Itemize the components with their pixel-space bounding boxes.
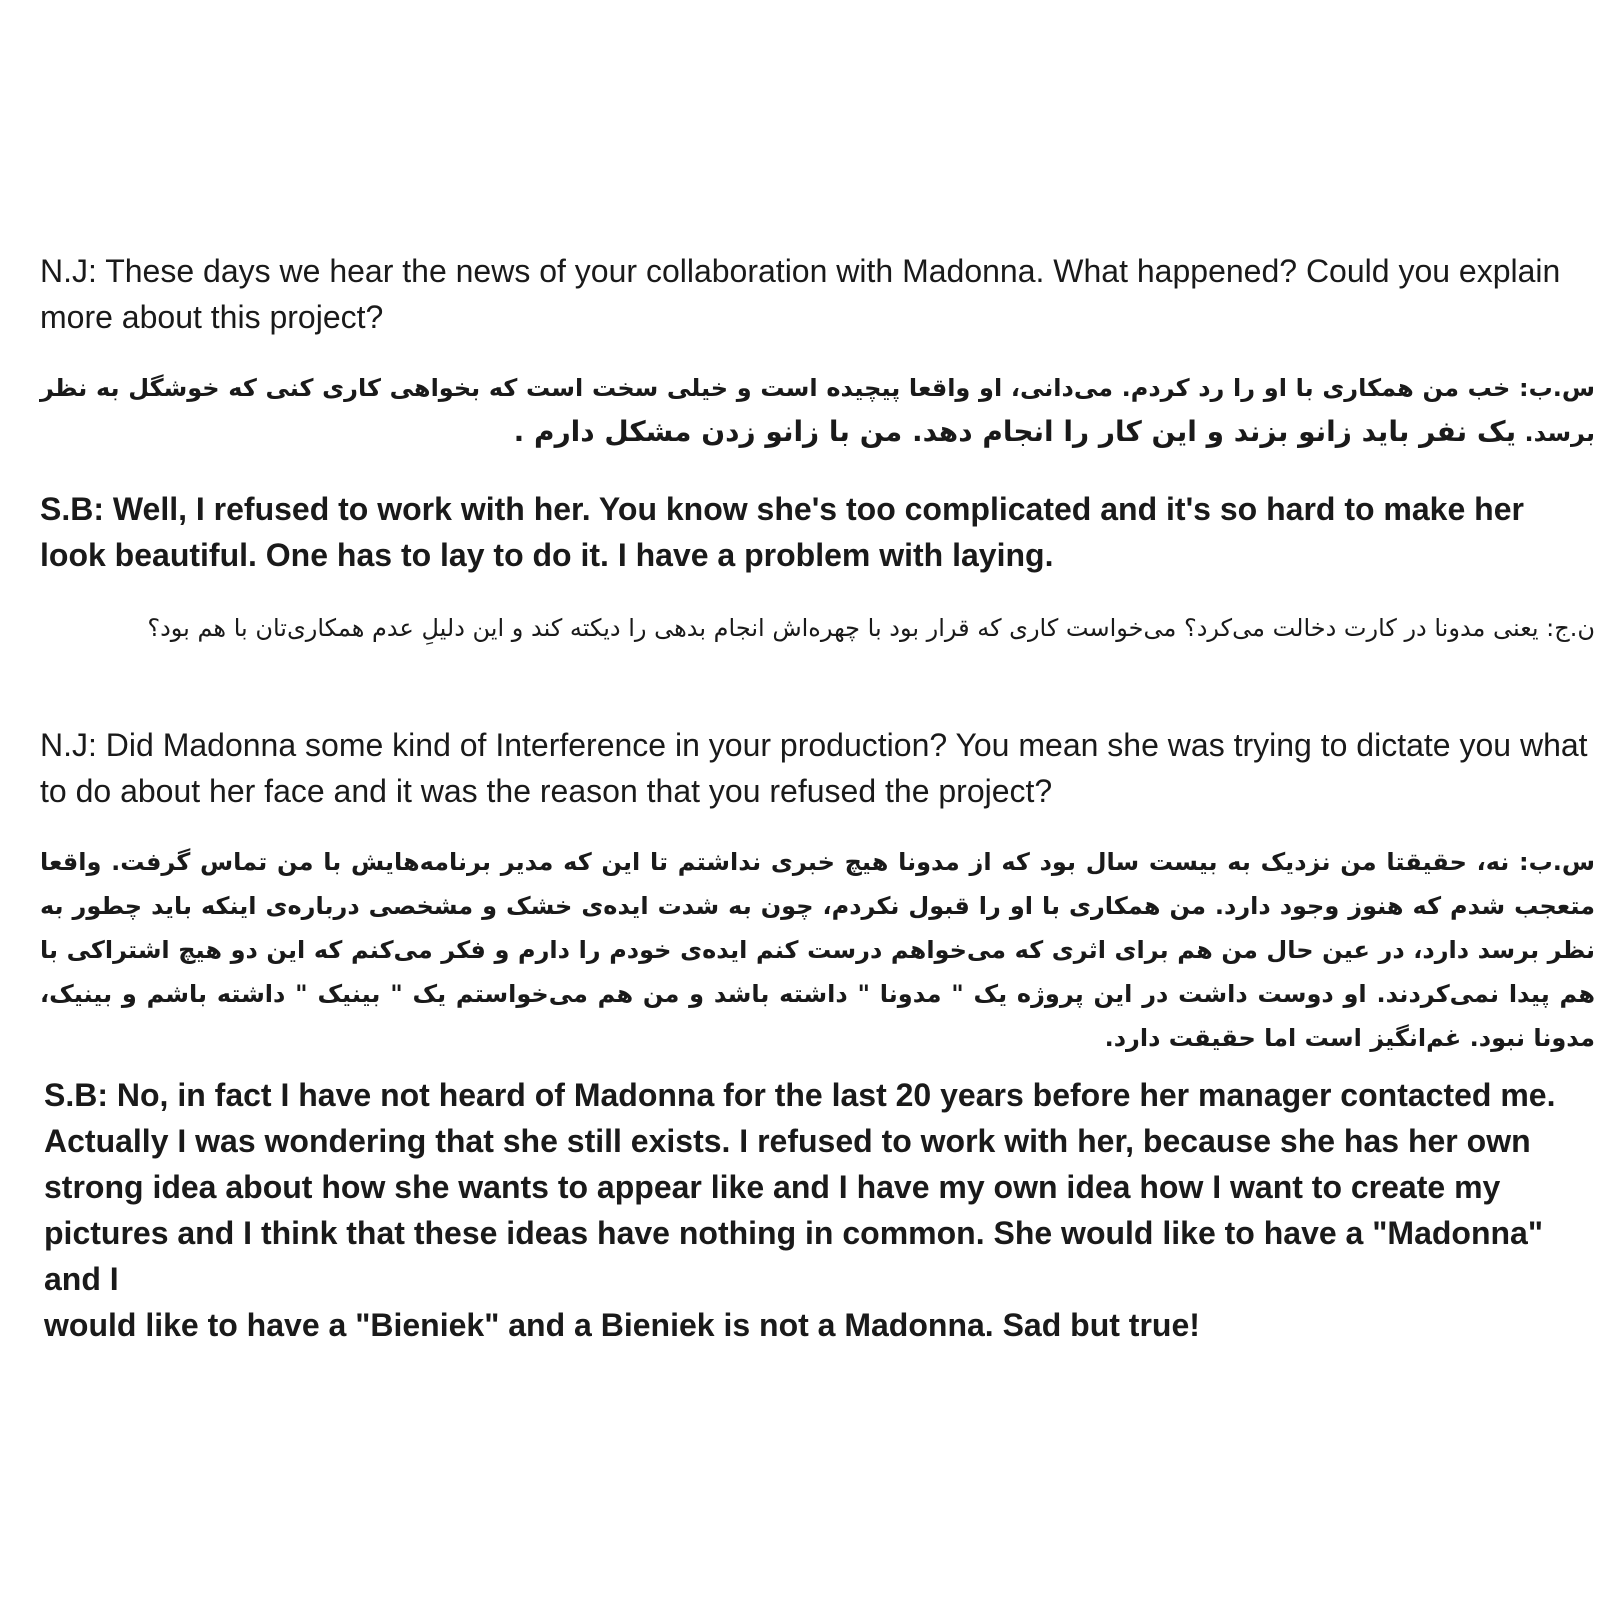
answer-1-english: S.B: Well, I refused to work with her. You know she's too complicated and it's so hard to make her look beautiful. One has to lay to do it. I have a problem with laying. [40, 491, 1524, 573]
answer-1-persian-part-2: یک نفر باید زانو بزند و این کار را انجام دهد. من با زانو زدن مشکل دارم . [513, 415, 1517, 448]
answer-2-english-line-2: would like to have a "Bieniek" and a Bieniek is not a Madonna. Sad but true! [44, 1307, 1200, 1343]
question-2-english: N.J: Did Madonna some kind of Interference in your production? You mean she was trying to dictate you what to do about her face and it was the reason that you refused the project? [40, 727, 1588, 809]
answer-1-persian-part-1: س.ب: خب من همکاری با او را رد کردم. می‌دانی، او واقعا پیچیده است و خیلی سخت است که بخواهی کاری کنی که خوشگل به نظر برسد. [40, 374, 1595, 447]
answer-2-english-line-1: S.B: No, in fact I have not heard of Madonna for the last 20 years before her manager contacted me. Actually I was wondering that she still exists. I refused to work with her, because she has her own strong idea about how she wants to appear like and I have my own idea how I want to create my pictures and I think that these ideas have nothing in common. She would like to have a "Madonna" and I [44, 1077, 1556, 1297]
answer-1-persian [40, 366, 1595, 455]
answer-2-persian: س.ب: نه، حقیقتا من نزدیک به بیست سال بود که از مدونا هیچ خبری نداشتم تا این که مدیر برنامه‌هایش با من تماس گرفت. واقعا متعجب شدم که هنوز وجود دارد. من همکاری با او را قبول نکردم، چون به شدت ایده‌ی خشک و مشخصی درباره‌ی اینکه باید چطور به نظر برسد دارد، در عین حال من هم برای اثری که می‌خواهم درست کنم ایده‌ی خودم را دارم و فکر می‌کنم که این دو هیچ اشتراکی با هم پیدا نمی‌کردند. او دوست داشت در این پروژه یک " مدونا " داشته باشد و من هم می‌خواستم یک " بینیک " داشته باشم و بینیک، مدونا نبود. غم‌انگیز است اما حقیقت دارد. [40, 848, 1595, 1052]
question-1-english: N.J: These days we hear the news of your collaboration with Madonna. What happened? Could you explain more about this project? [40, 253, 1561, 335]
answer-2-english [44, 1072, 1584, 1348]
question-2-persian: ن.ج: یعنی مدونا در کارت دخالت می‌کرد؟ می‌خواست کاری که قرار بود با چهره‌اش انجام بدهی را دیکته کند و این دلیلِ عدم همکاری‌تان با هم بود؟ [147, 614, 1595, 642]
